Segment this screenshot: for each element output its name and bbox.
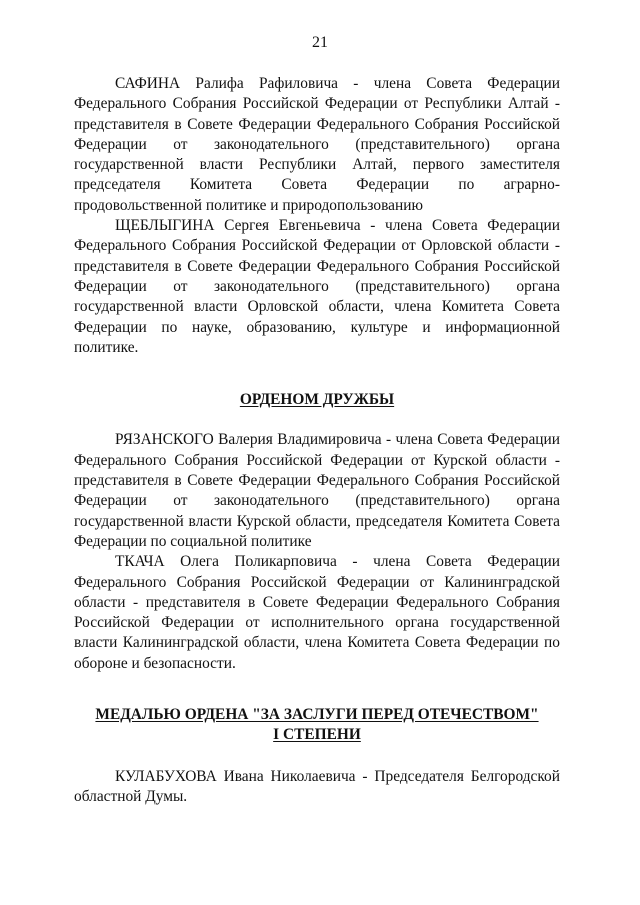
section-heading-text: ОРДЕНОМ ДРУЖБЫ <box>239 391 395 409</box>
award-recipient-paragraph: РЯЗАНСКОГО Валерия Владимировича - члена Совета Федерации Федерального Собрания Российской Федерации от Курской области - представителя в Совете Федерации Федерального Собрания Российской Федерации от законодательного (представительного) органа государственной власти Курской области, председателя Комитета Совета Федерации по социальной политике <box>74 431 560 550</box>
page-number: 21 <box>312 34 328 51</box>
section-heading-text: МЕДАЛЬЮ ОРДЕНА "ЗА ЗАСЛУГИ ПЕРЕД ОТЕЧЕСТВОМ" <box>95 706 539 724</box>
award-recipient-paragraph: ТКАЧА Олега Поликарповича - члена Совета Федерации Федерального Собрания Российской Федерации от Калининградской области - представителя в Совете Федерации Федерального Собрания Российской Федерации от исполнительного органа государственной власти Калининградской области, члена Комитета Совета Федерации по обороне и безопасности. <box>74 553 560 672</box>
section-heading-order-of-friendship <box>74 390 560 410</box>
award-recipient-paragraph: САФИНА Ралифа Рафиловича - члена Совета Федерации Федерального Собрания Российской Федерации от Республики Алтай - представителя в Совете Федерации Федерального Собрания Российской Федерации от законодательного (представительного) органа государственной власти Республики Алтай, первого заместителя председателя Комитета Совета Федерации по аграрно-продовольственной политике и природопользованию <box>74 75 560 214</box>
award-recipient-paragraph: ЩЕБЛЫГИНА Сергея Евгеньевича - члена Совета Федерации Федерального Собрания Российской Федерации от Орловской области - представителя в Совете Федерации Федерального Собрания Российской Федерации от законодательного (представительного) органа государственной власти Орловской области, члена Комитета Совета Федерации по науке, образованию, культуре и информационной политике. <box>74 217 560 356</box>
award-recipient-paragraph: КУЛАБУХОВА Ивана Николаевича - Председателя Белгородской областной Думы. <box>74 767 560 805</box>
document-body <box>74 74 560 807</box>
section-heading-medal <box>74 705 560 746</box>
section-heading-text: I СТЕПЕНИ <box>273 726 361 744</box>
